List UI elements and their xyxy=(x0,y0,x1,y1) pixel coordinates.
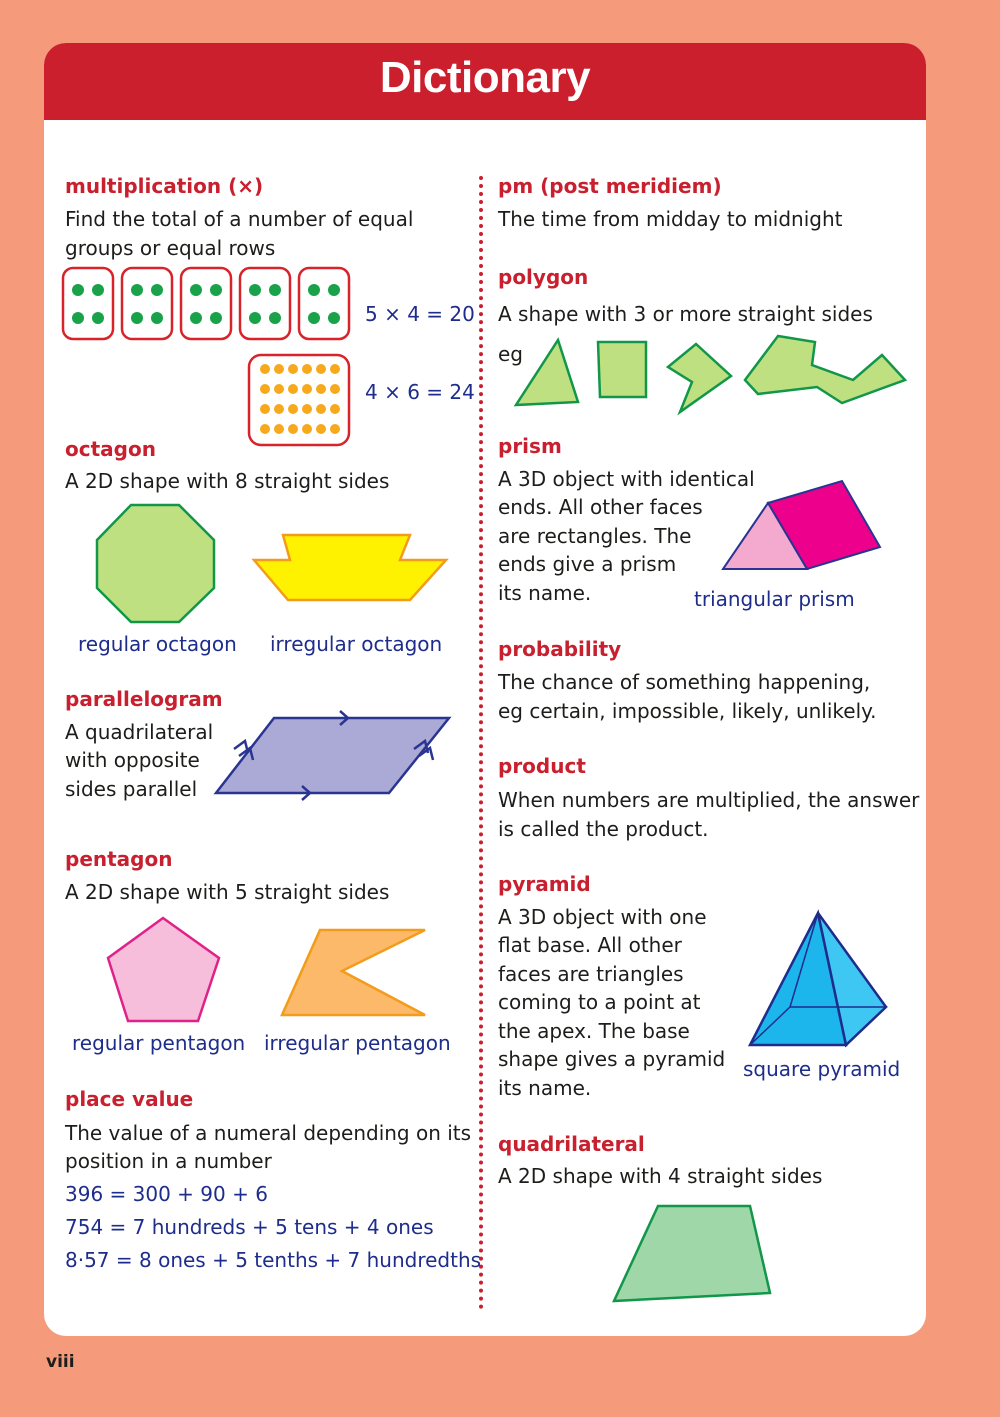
column-divider xyxy=(479,176,483,1310)
polygon-irregular-example xyxy=(745,336,905,403)
definition-probability-line1: The chance of something happening, xyxy=(498,670,871,694)
caption-regular-octagon: regular octagon xyxy=(78,632,237,656)
irregular-pentagon-shape xyxy=(280,927,430,1019)
example-place-value-1: 396 = 300 + 90 + 6 xyxy=(65,1182,268,1206)
polygon-quadrilateral-example xyxy=(598,342,646,397)
term-octagon: octagon xyxy=(65,437,156,461)
definition-pm: The time from midday to midnight xyxy=(498,207,843,231)
regular-pentagon-shape xyxy=(105,915,225,1025)
polygon-eg-label: eg xyxy=(498,342,523,366)
definition-prism-line3: are rectangles. The xyxy=(498,524,692,548)
quadrilateral-shape xyxy=(610,1203,775,1305)
definition-prism-line5: its name. xyxy=(498,581,592,605)
definition-pyramid-line1: A 3D object with one xyxy=(498,905,707,929)
definition-pyramid-line2: flat base. All other xyxy=(498,933,682,957)
caption-regular-pentagon: regular pentagon xyxy=(72,1031,246,1055)
polygon-triangle-example xyxy=(516,340,578,405)
irregular-octagon-shape xyxy=(250,532,450,604)
dice-groups-illustration xyxy=(60,265,360,450)
definition-place-value-line1: The value of a numeral depending on its xyxy=(65,1121,472,1145)
page-title: Dictionary xyxy=(379,53,591,102)
title-banner xyxy=(44,43,926,120)
definition-multiplication-line2: groups or equal rows xyxy=(65,236,276,260)
term-pm: pm (post meridiem) xyxy=(498,174,722,198)
caption-triangular-prism: triangular prism xyxy=(694,587,855,611)
definition-pyramid-line5: the apex. The base xyxy=(498,1019,690,1043)
parallelogram-shape xyxy=(214,707,454,797)
definition-pentagon: A 2D shape with 5 straight sides xyxy=(65,880,390,904)
example-multiplication-2: 4 × 6 = 24 xyxy=(365,380,475,404)
term-multiplication: multiplication (×) xyxy=(65,174,264,198)
page-number: viii xyxy=(46,1352,75,1372)
definition-product-line2: is called the product. xyxy=(498,817,709,841)
definition-prism-line1: A 3D object with identical xyxy=(498,467,755,491)
square-pyramid-shape xyxy=(748,910,890,1050)
definition-pyramid-line4: coming to a point at xyxy=(498,990,701,1014)
definition-pyramid-line3: faces are triangles xyxy=(498,962,684,986)
definition-multiplication-line1: Find the total of a number of equal xyxy=(65,207,414,231)
term-probability: probability xyxy=(498,637,622,661)
definition-pyramid-line6: shape gives a pyramid xyxy=(498,1047,726,1071)
polygon-examples xyxy=(510,332,910,417)
term-quadrilateral: quadrilateral xyxy=(498,1132,645,1156)
term-pentagon: pentagon xyxy=(65,847,173,871)
definition-parallelogram-line1: A quadrilateral xyxy=(65,720,214,744)
definition-prism-line2: ends. All other faces xyxy=(498,495,703,519)
definition-prism-line4: ends give a prism xyxy=(498,552,677,576)
term-prism: prism xyxy=(498,434,562,458)
term-product: product xyxy=(498,754,586,778)
example-place-value-2: 754 = 7 hundreds + 5 tens + 4 ones xyxy=(65,1215,434,1239)
definition-quadrilateral: A 2D shape with 4 straight sides xyxy=(498,1164,823,1188)
term-pyramid: pyramid xyxy=(498,872,591,896)
definition-parallelogram-line2: with opposite xyxy=(65,748,200,772)
example-multiplication-1: 5 × 4 = 20 xyxy=(365,302,475,326)
definition-product-line1: When numbers are multiplied, the answer xyxy=(498,788,920,812)
definition-pyramid-line7: its name. xyxy=(498,1076,592,1100)
term-place-value: place value xyxy=(65,1087,194,1111)
polygon-arrow-example xyxy=(668,344,731,412)
definition-polygon: A shape with 3 or more straight sides xyxy=(498,302,873,326)
dice-group xyxy=(63,268,349,339)
term-parallelogram: parallelogram xyxy=(65,687,223,711)
definition-probability-line2: eg certain, impossible, likely, unlikely. xyxy=(498,699,877,723)
definition-parallelogram-line3: sides parallel xyxy=(65,777,198,801)
triangular-prism-shape xyxy=(720,475,885,575)
example-place-value-3: 8·57 = 8 ones + 5 tenths + 7 hundredths xyxy=(65,1248,482,1272)
definition-octagon: A 2D shape with 8 straight sides xyxy=(65,469,390,493)
regular-octagon-shape xyxy=(95,502,220,627)
caption-square-pyramid: square pyramid xyxy=(743,1057,901,1081)
caption-irregular-octagon: irregular octagon xyxy=(270,632,443,656)
definition-place-value-line2: position in a number xyxy=(65,1149,272,1173)
caption-irregular-pentagon: irregular pentagon xyxy=(264,1031,451,1055)
term-polygon: polygon xyxy=(498,265,589,289)
